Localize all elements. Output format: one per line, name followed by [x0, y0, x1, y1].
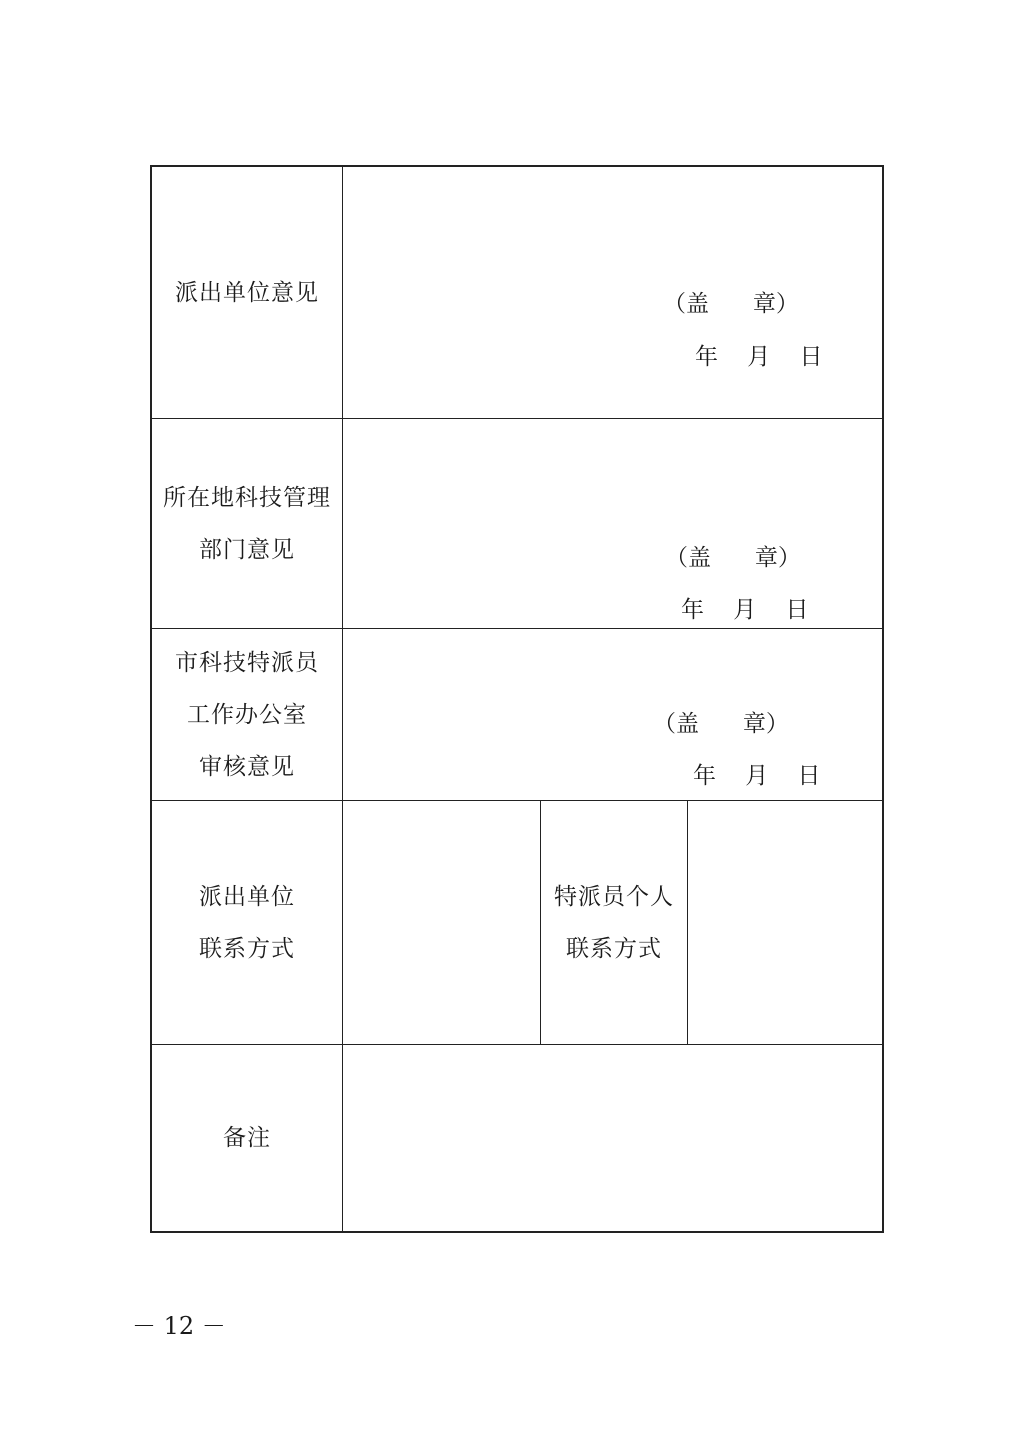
row-label: 联系方式	[199, 935, 295, 962]
dispatch-contact-value-cell[interactable]	[343, 801, 541, 1044]
form-row-dispatch-opinion	[152, 167, 882, 419]
label-cell	[152, 1045, 343, 1231]
seal-placeholder: （盖 章）	[653, 711, 789, 737]
opinion-cell[interactable]	[343, 629, 882, 800]
label-cell	[152, 801, 343, 1044]
application-form-table	[150, 165, 884, 1233]
opinion-cell[interactable]	[343, 419, 882, 628]
seal-placeholder: （盖 章）	[665, 545, 801, 571]
specialist-contact-label-cell	[541, 801, 688, 1044]
date-placeholder: 年 月 日	[693, 763, 821, 789]
page-number: － 12 －	[132, 1312, 226, 1340]
row-label: 市科技特派员	[175, 649, 319, 676]
row-label: 所在地科技管理	[163, 484, 331, 511]
label-cell	[152, 167, 343, 418]
label-cell	[152, 419, 343, 628]
remarks-cell[interactable]	[343, 1045, 882, 1231]
row-label: 派出单位	[199, 883, 295, 910]
sub-row-label: 联系方式	[566, 935, 662, 962]
row-label: 审核意见	[199, 753, 295, 780]
row-label: 部门意见	[199, 536, 295, 563]
date-placeholder: 年 月 日	[695, 344, 823, 370]
row-label: 工作办公室	[187, 701, 307, 728]
specialist-contact-value-cell[interactable]	[688, 801, 882, 1044]
form-row-office-review-opinion	[152, 629, 882, 801]
opinion-cell[interactable]	[343, 167, 882, 418]
date-placeholder: 年 月 日	[681, 597, 809, 623]
label-cell	[152, 629, 343, 800]
row-label: 派出单位意见	[175, 279, 319, 306]
form-row-tech-management-opinion	[152, 419, 882, 629]
form-row-contact-info	[152, 801, 882, 1045]
form-row-remarks	[152, 1045, 882, 1231]
sub-row-label: 特派员个人	[554, 883, 674, 910]
row-label: 备注	[223, 1125, 271, 1151]
seal-placeholder: （盖 章）	[663, 291, 799, 317]
